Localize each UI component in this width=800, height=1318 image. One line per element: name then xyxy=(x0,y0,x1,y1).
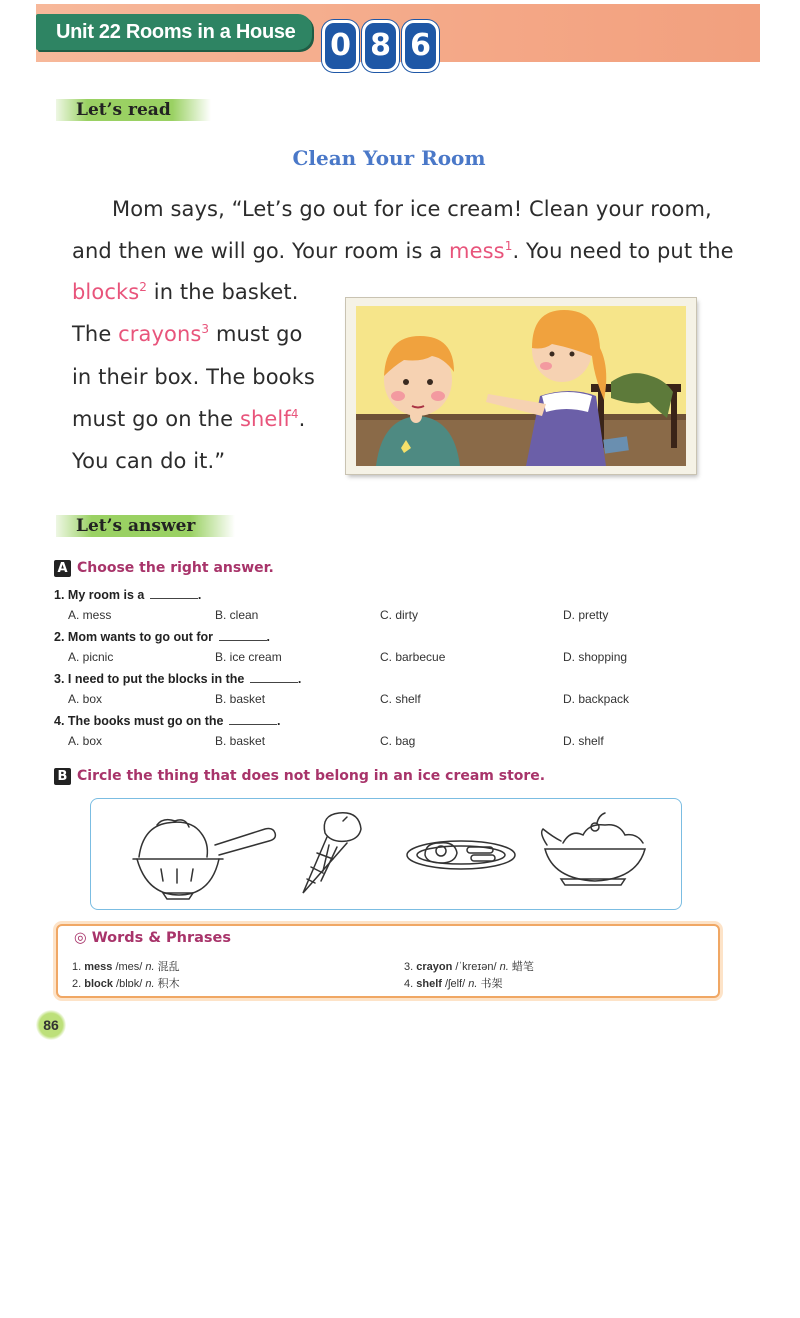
answer-blank[interactable] xyxy=(250,672,298,683)
story-illustration xyxy=(346,298,696,474)
story-text: in the basket. xyxy=(147,280,299,304)
ice-cream-cone-icon[interactable] xyxy=(303,813,361,893)
words-phrases-title xyxy=(74,930,231,946)
vocab-pos: n. xyxy=(145,978,155,990)
question-1 xyxy=(54,588,201,602)
part-b-badge: B xyxy=(54,768,71,785)
vocab-num: 4. xyxy=(404,978,414,990)
target-icon: ◎ xyxy=(74,930,92,946)
story-line xyxy=(72,280,299,304)
story-title: Clean Your Room xyxy=(292,146,486,170)
vocab-entry xyxy=(404,975,503,991)
story-text: and then we will go. Your room is a xyxy=(72,239,450,263)
option[interactable]: A. picnic xyxy=(68,650,114,664)
story-text: Mom says, “Let’s go out for ice cream! Clean your room, xyxy=(112,197,712,221)
story-text: must go on the xyxy=(72,407,240,431)
vocab-pos: n. xyxy=(145,961,155,973)
option[interactable]: D. pretty xyxy=(563,608,609,622)
vocab-pos: n. xyxy=(499,961,509,973)
option[interactable]: A. box xyxy=(68,734,103,748)
section-label-answer: Let’s answer xyxy=(56,515,235,537)
story-text: The xyxy=(72,322,119,346)
answer-blank[interactable] xyxy=(219,630,267,641)
part-a-heading xyxy=(54,560,274,577)
footnote-marker: 2 xyxy=(139,280,148,294)
vocab-entry xyxy=(404,958,534,974)
option[interactable]: C. bag xyxy=(380,734,416,748)
vocab-entry xyxy=(72,958,180,974)
question-stem: Mom wants to go out for xyxy=(67,630,214,644)
story-line xyxy=(72,322,302,346)
question-end: . xyxy=(276,714,281,728)
question-number: 4. xyxy=(54,714,65,728)
page-number: 86 xyxy=(36,1010,66,1040)
vocab-highlight: crayons$^3$ xyxy=(118,322,210,346)
lesson-number xyxy=(322,20,442,70)
story-line xyxy=(72,239,734,263)
vocab-zh: 蜡笔 xyxy=(511,961,534,973)
question-end: . xyxy=(197,588,202,602)
footnote-marker: 1 xyxy=(504,239,513,253)
vocab-highlight: blocks$^2$ xyxy=(72,280,148,304)
vocab-zh: 混乱 xyxy=(157,961,180,973)
answer-blank[interactable] xyxy=(229,714,277,725)
vocab-pron: /ˈkreɪən/ xyxy=(455,961,497,973)
story-text: . xyxy=(298,407,306,431)
story-text: in their box. The books xyxy=(72,365,315,389)
option[interactable]: B. ice cream xyxy=(215,650,282,664)
words-phrases-box xyxy=(56,924,720,998)
option[interactable]: D. shopping xyxy=(563,650,628,664)
vocab-num: 1. xyxy=(72,961,82,973)
mom-and-boy-illustration xyxy=(346,298,696,474)
vocab-word: block xyxy=(84,978,113,990)
words-title-text: Words & Phrases xyxy=(91,930,232,946)
vocab-highlight: mess$^1$ xyxy=(449,239,513,263)
part-a-badge: A xyxy=(54,560,71,577)
question-stem: The books must go on the xyxy=(67,714,224,728)
question-number: 3. xyxy=(54,672,65,686)
option[interactable]: A. mess xyxy=(68,608,112,622)
option[interactable]: A. box xyxy=(68,692,103,706)
question-number: 2. xyxy=(54,630,65,644)
option[interactable]: C. barbecue xyxy=(380,650,446,664)
picture-choices-box xyxy=(90,798,682,910)
story-line xyxy=(72,407,305,431)
option[interactable]: B. clean xyxy=(215,608,259,622)
option[interactable]: C. dirty xyxy=(380,608,419,622)
vocab-pron: /ʃelf/ xyxy=(445,978,466,990)
answer-blank[interactable] xyxy=(150,588,198,599)
part-b-instruction: Circle the thing that does not belong in an ice cream store. xyxy=(77,768,546,784)
option[interactable]: D. backpack xyxy=(563,692,630,706)
vocab-pron: /blɒk/ xyxy=(116,978,143,990)
option[interactable]: B. basket xyxy=(215,734,266,748)
vocab-word: mess xyxy=(84,961,113,973)
vocab-entry xyxy=(72,975,180,991)
vocab-highlight: shelf$^4$ xyxy=(239,407,299,431)
story-line xyxy=(72,449,225,473)
option[interactable]: C. shelf xyxy=(380,692,421,706)
option[interactable]: B. basket xyxy=(215,692,266,706)
question-3 xyxy=(54,672,301,686)
vocab-word: shelf xyxy=(416,978,442,990)
lesson-digit: 8 xyxy=(362,20,399,72)
shaved-ice-bowl-icon[interactable] xyxy=(133,820,275,899)
lesson-digit: 0 xyxy=(322,20,359,72)
question-end: . xyxy=(266,630,271,644)
vocab-pron: /mes/ xyxy=(115,961,143,973)
question-stem: I need to put the blocks in the xyxy=(67,672,245,686)
banana-split-icon[interactable] xyxy=(542,813,645,885)
vocab-pos: n. xyxy=(468,978,478,990)
picture-choices xyxy=(91,799,681,909)
question-2 xyxy=(54,630,270,644)
section-label-read: Let’s read xyxy=(56,99,211,121)
vocab-num: 2. xyxy=(72,978,82,990)
story-line xyxy=(72,365,315,389)
story-text: . You need to put the xyxy=(512,239,734,263)
unit-title: Unit 22 Rooms in a House xyxy=(36,14,312,50)
question-4 xyxy=(54,714,280,728)
lesson-digit: 6 xyxy=(402,20,439,72)
footnote-marker: 3 xyxy=(201,322,210,336)
footnote-marker: 4 xyxy=(290,407,299,421)
part-a-instruction: Choose the right answer. xyxy=(77,560,274,576)
option[interactable]: D. shelf xyxy=(563,734,604,748)
story-text: must go xyxy=(209,322,303,346)
vocab-num: 3. xyxy=(404,961,414,973)
story-line xyxy=(112,197,712,221)
part-b-heading xyxy=(54,768,545,785)
vocab-word: crayon xyxy=(416,961,453,973)
vocab-zh: 积木 xyxy=(157,978,180,990)
question-end: . xyxy=(297,672,302,686)
question-number: 1. xyxy=(54,588,65,602)
egg-plate-icon[interactable] xyxy=(407,841,515,869)
vocab-zh: 书架 xyxy=(480,978,503,990)
question-stem: My room is a xyxy=(67,588,145,602)
story-text: You can do it.” xyxy=(72,449,226,473)
